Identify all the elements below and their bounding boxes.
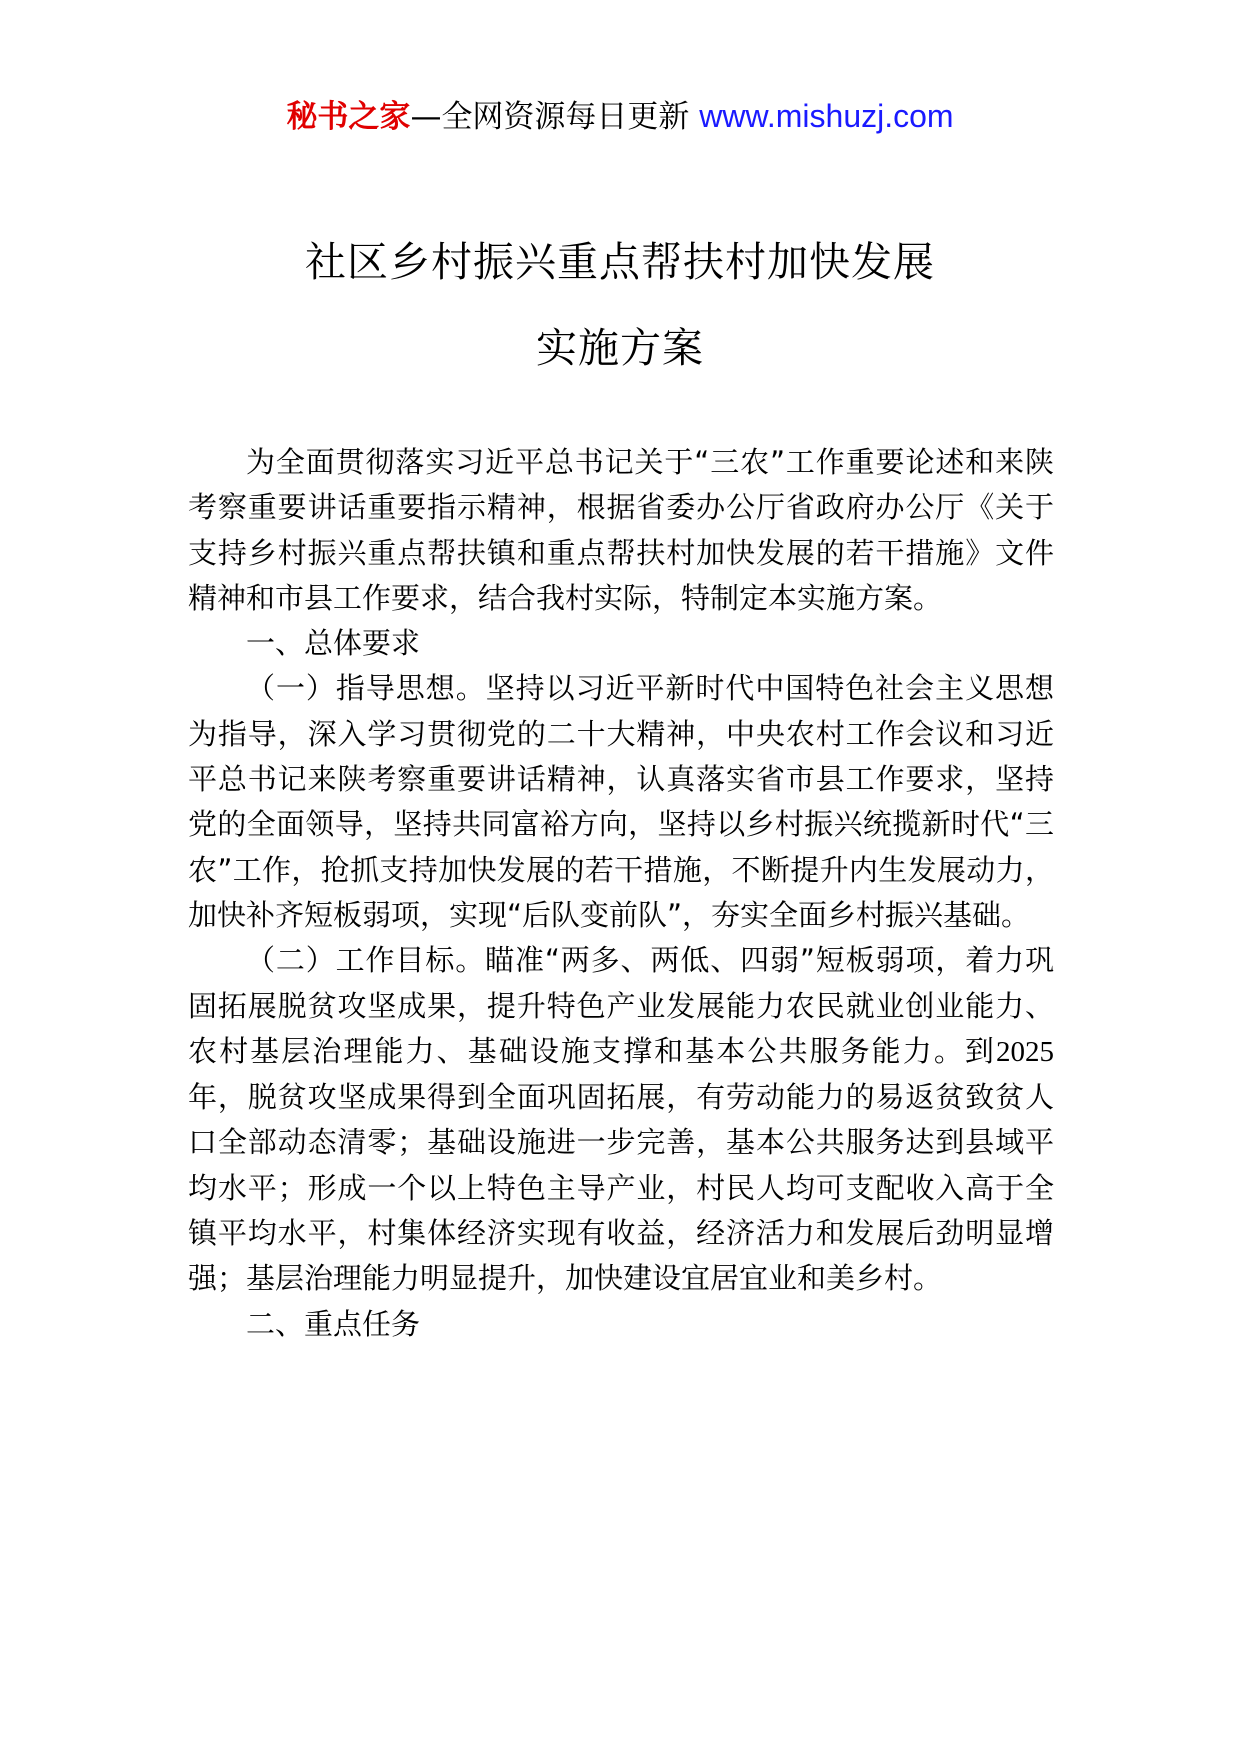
intro-paragraph: 为全面贯彻落实习近平总书记关于“三农”工作重要论述和来陕考察重要讲话重要指示精神，根据省委办公厅省政府办公厅《关于支持乡村振兴重点帮扶镇和重点帮扶村加快发展的若干措施》文件精神和市县工作要求，结合我村实际，特制定本实施方案。 xyxy=(188,445,1054,615)
guiding-ideology-paragraph: （一）指导思想。坚持以习近平新时代中国特色社会主义思想为指导，深入学习贯彻党的二十大精神，中央农村工作会议和习近平总书记来陕考察重要讲话精神，认真落实省市县工作要求，坚持党的全面领导，坚持共同富裕方向，坚持以乡村振兴统揽新时代“三农”工作，抢抓支持加快发展的若干措施，不断提升内生发展动力，加快补齐短板弱项，实现“后队变前队”，夯实全面乡村振兴基础。 xyxy=(188,671,1054,932)
site-url-link[interactable]: www.mishuzj.com xyxy=(699,98,954,134)
work-goals-text-part2: 年，脱贫攻坚成果得到全面巩固拓展，有劳动能力的易返贫致贫人口全部动态清零；基础设施进一步完善，基本公共服务达到县域平均水平；形成一个以上特色主导产业，村民人均可支配收入高于全镇平均水平，村集体经济实现有收益，经济活力和发展后劲明显增强；基层治理能力明显提升，加快建设宜居宜业和美乡村。 xyxy=(188,1080,1054,1296)
document-title-line1: 社区乡村振兴重点帮扶村加快发展 xyxy=(305,238,935,286)
target-year: 2025 xyxy=(996,1035,1054,1068)
site-banner xyxy=(0,96,1240,137)
section-heading-key-tasks: 二、重点任务 xyxy=(246,1306,421,1341)
banner-tagline: —全网资源每日更新 xyxy=(410,99,690,135)
brand-name: 秘书之家 xyxy=(286,99,411,135)
work-goals-text-part1: （二）工作目标。瞄准“两多、两低、四弱”短板弱项，着力巩固拓展脱贫攻坚成果，提升特色产业发展能力农民就业创业能力、农村基层治理能力、基础设施支撑和基本公共服务能力。到 xyxy=(188,943,1054,1068)
document-body xyxy=(188,440,1054,1347)
document-title-line2: 实施方案 xyxy=(536,324,704,372)
section-heading-general-requirements: 一、总体要求 xyxy=(246,626,421,661)
work-goals-paragraph xyxy=(188,938,1054,1301)
